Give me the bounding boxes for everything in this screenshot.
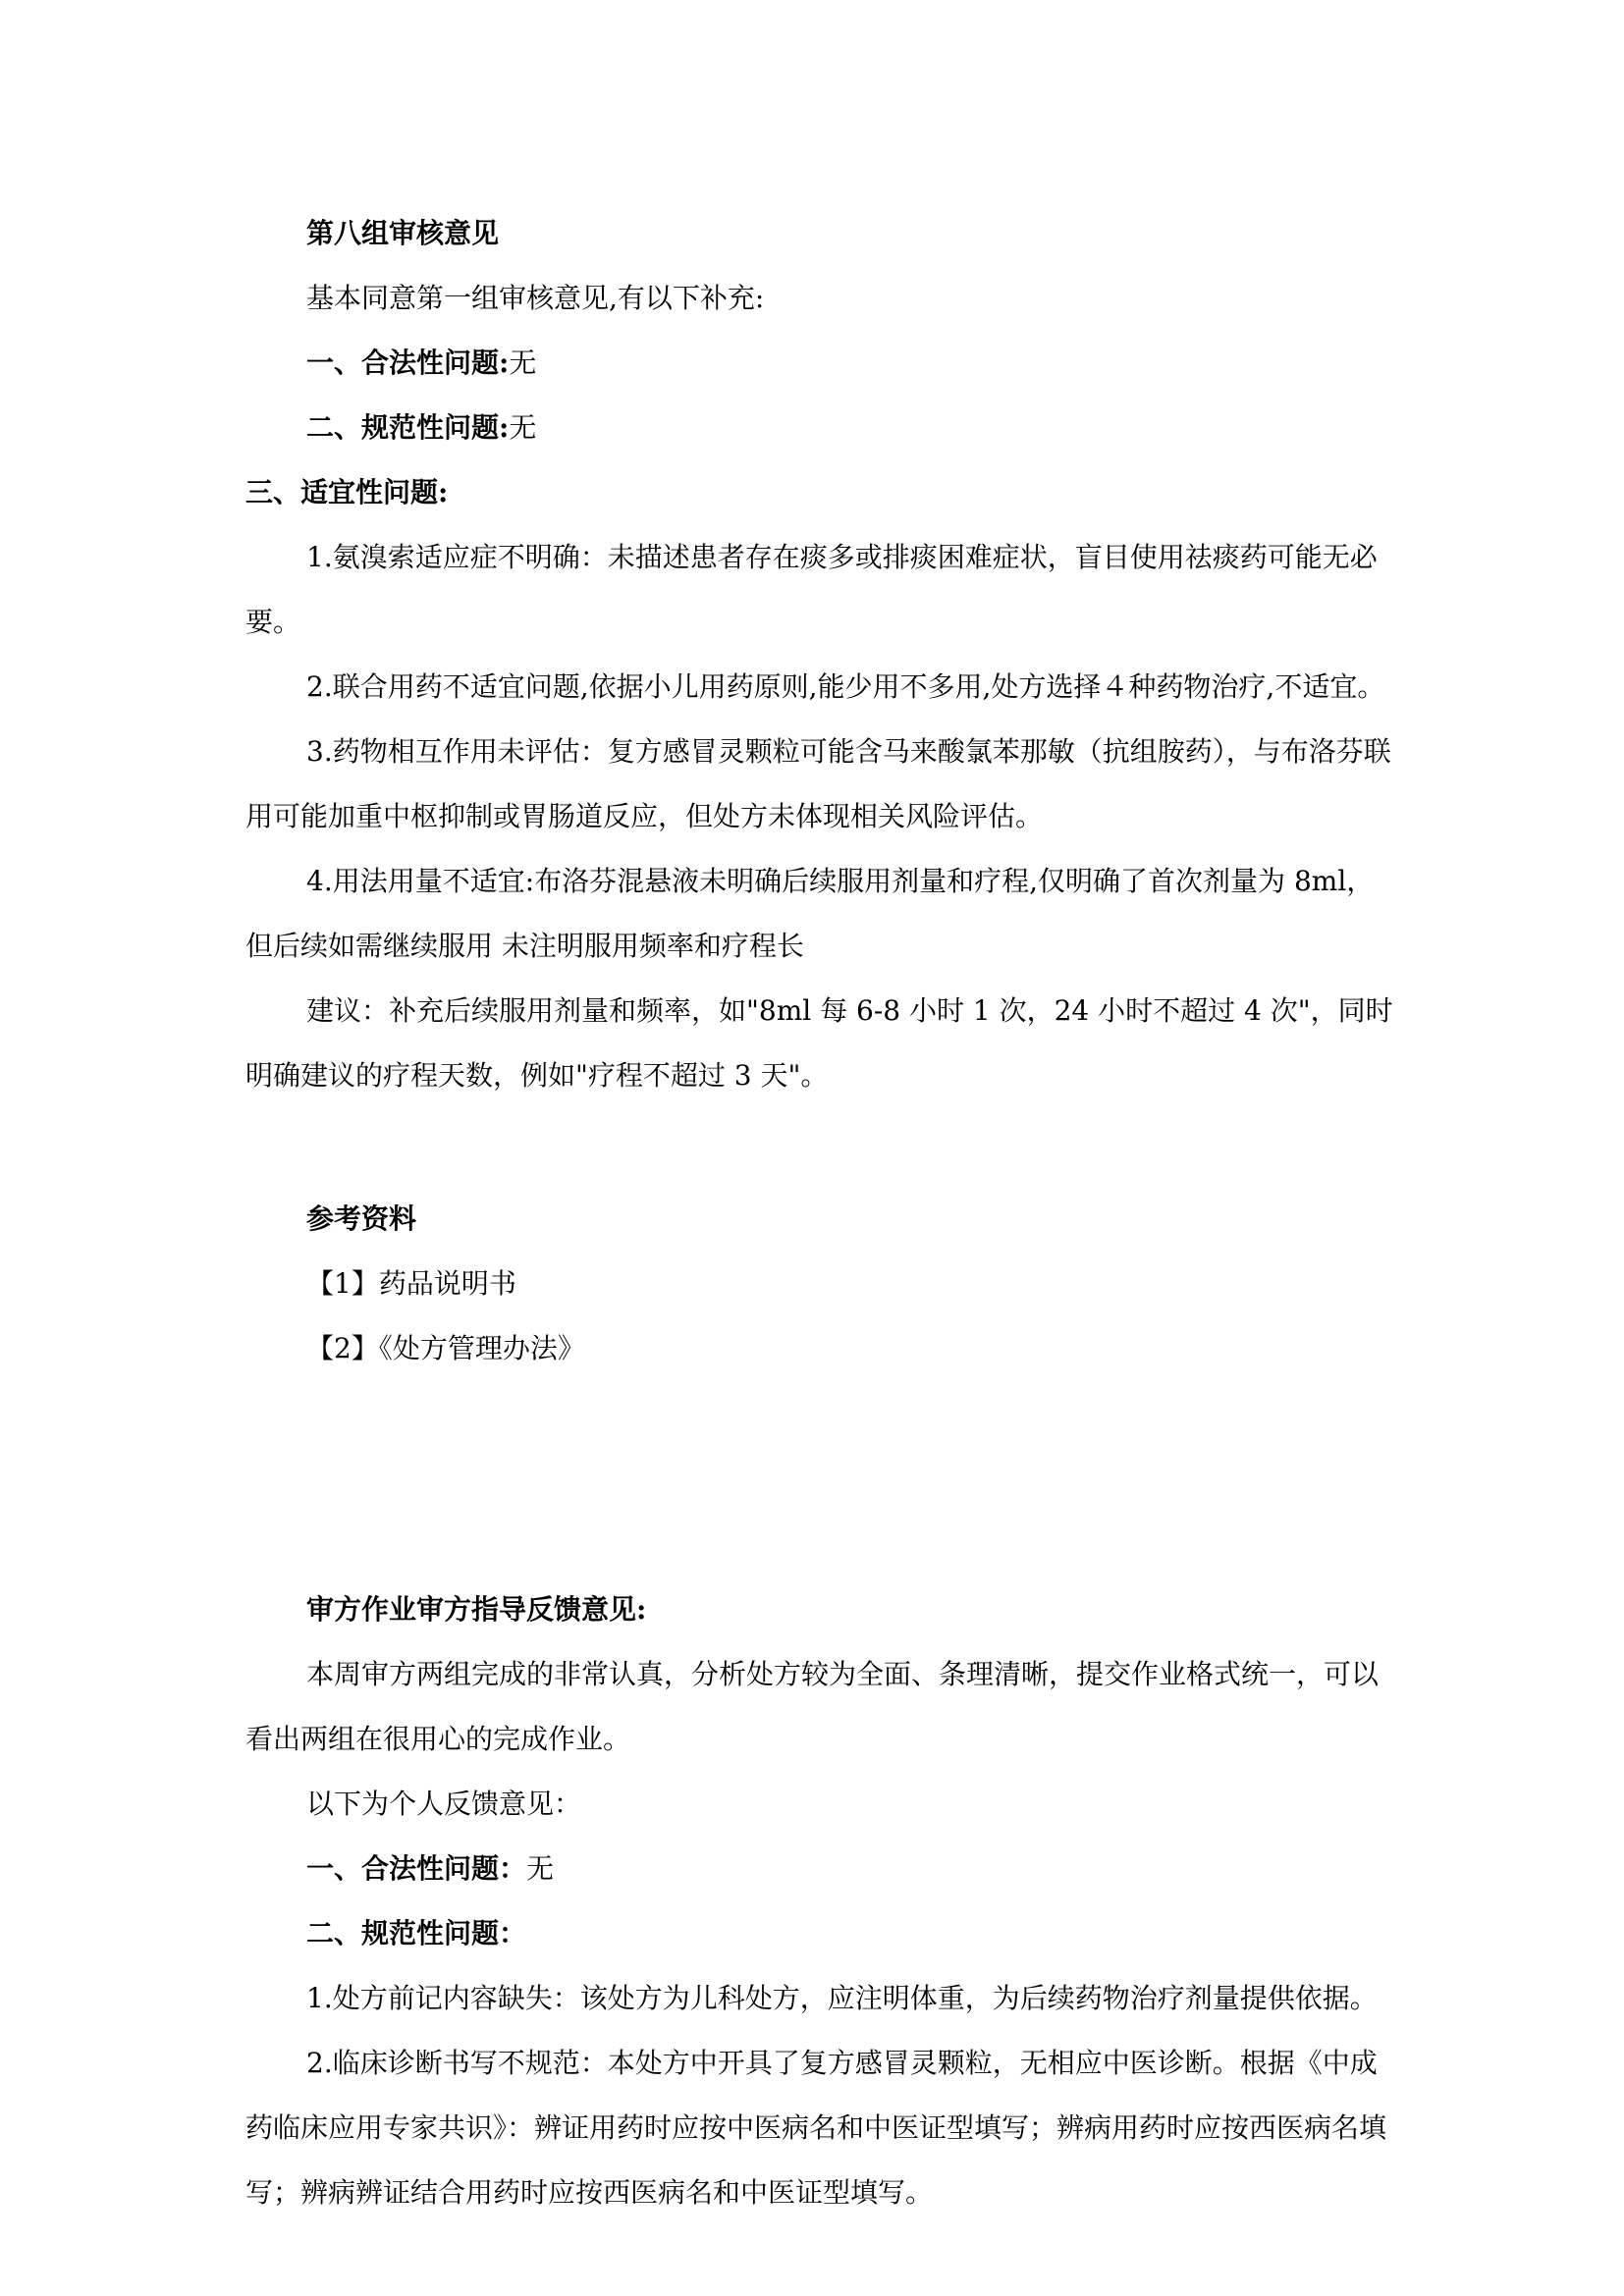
group8-suggestion: 建议：补充后续服用剂量和频率，如"8ml 每 6-8 小时 1 次，24 小时不超过 4 次"，同时明确建议的疗程天数，例如"疗程不超过 3 天"。 — [245, 994, 1393, 1092]
spacer — [245, 1108, 1394, 1187]
legality-value: 无 — [509, 347, 537, 379]
references-title: 参考资料 — [306, 1202, 417, 1235]
group8-standard — [245, 396, 1394, 460]
feedback-legality — [245, 1837, 1394, 1901]
document-page — [245, 201, 1394, 2225]
feedback-standard-label: 二、规范性问题： — [306, 1917, 527, 1949]
reference-item: 【2】《处方管理办法》 — [306, 1332, 585, 1364]
feedback-intro: 本周审方两组完成的非常认真，分析处方较为全面、条理清晰，提交作业格式统一，可以看出两组在很用心的完成作业。 — [245, 1658, 1380, 1755]
group8-title: 第八组审核意见 — [306, 217, 500, 249]
suitability-item: 3.药物相互作用未评估：复方感冒灵颗粒可能含马来酸氯苯那敏（抗组胺药），与布洛芬联用可能加重中枢抑制或胃肠道反应，但处方未体现相关风险评估。 — [245, 735, 1391, 832]
standard-value: 无 — [509, 411, 537, 444]
legality-label: 一、合法性问题: — [306, 347, 510, 379]
group8-intro: 基本同意第一组审核意见,有以下补充: — [306, 282, 765, 314]
group8-suitability-label: 三、适宜性问题: — [245, 476, 449, 508]
feedback-item: 1.处方前记内容缺失：该处方为儿科处方，应注明体重，为后续药物治疗剂量提供依据。 — [306, 1982, 1378, 2014]
group8-legality — [245, 331, 1394, 396]
feedback-legality-label: 一、合法性问题： — [306, 1852, 527, 1885]
feedback-legality-value: 无 — [526, 1852, 555, 1885]
reference-item: 【1】药品说明书 — [306, 1267, 516, 1300]
suitability-item: 2.联合用药不适宜问题,依据小儿用药原则,能少用不多用,处方选择４种药物治疗,不适宜。 — [306, 670, 1385, 703]
suitability-item: 1.氨溴索适应症不明确：未描述患者存在痰多或排痰困难症状，盲目使用祛痰药可能无必要。 — [245, 541, 1378, 638]
standard-label: 二、规范性问题: — [306, 411, 510, 444]
feedback-item: 2.临床诊断书写不规范：本处方中开具了复方感冒灵颗粒，无相应中医诊断。根据《中成药临床应用专家共识》：辨证用药时应按中医病名和中医证型填写；辨病用药时应按西医病名填写；辨病辨证结合用药时应按西医病名和中医证型填写。 — [245, 2047, 1387, 2209]
feedback-personal: 以下为个人反馈意见： — [306, 1788, 582, 1820]
suitability-item: 4.用法用量不适宜:布洛芬混悬液未明确后续服用剂量和疗程,仅明确了首次剂量为 8ml，但后续如需继续服用 未注明服用频率和疗程长 — [245, 865, 1375, 962]
spacer — [245, 1381, 1394, 1577]
feedback-title: 审方作业审方指导反馈意见: — [306, 1593, 647, 1626]
